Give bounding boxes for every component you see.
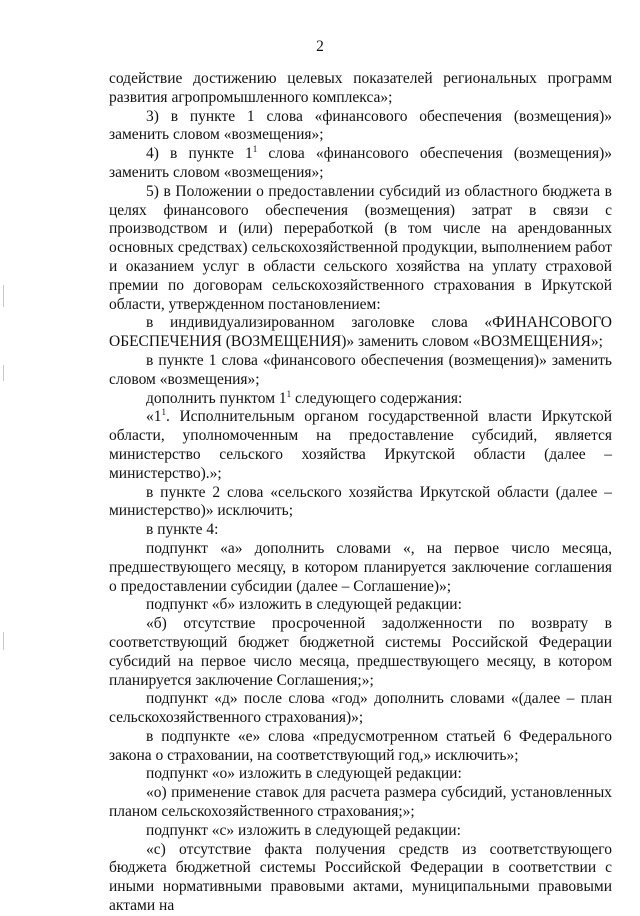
- paragraph: в пункте 1 слова «финансового обеспечения (возмещения)» заменить словом «возмещения»;: [109, 351, 612, 388]
- superscript: 1: [252, 144, 258, 155]
- paragraph: подпункт «а» дополнить словами «, на первое число месяца, предшествующего месяцу, в котором планируется заключение соглашения о предоставлении субсидии (далее – Соглашение)»;: [109, 539, 612, 595]
- paragraph: подпункт «с» изложить в следующей редакции:: [146, 821, 461, 839]
- paragraph: в индивидуализированном заголовке слова «ФИНАНСОВОГО ОБЕСПЕЧЕНИЯ (ВОЗМЕЩЕНИЯ)» заменить словом «ВОЗМЕЩЕНИЯ»;: [109, 314, 612, 351]
- paragraph: «с) отсутствие факта получения средств из соответствующего бюджета бюджетной системы Российской Федерации в соответствии с иными нормативными правовыми актами, муниципальными правовыми актами на: [109, 840, 612, 915]
- text-span: 4) в пункте 1: [146, 145, 253, 163]
- page-number: 2: [316, 38, 324, 55]
- paragraph: «б) отсутствие просроченной задолженности по возврату в соответствующий бюджет бюджетной системы Российской Федерации субсидий на первое число месяца, предшествующего месяцу, в котором планируется заключение Соглашения;»;: [109, 615, 612, 689]
- scan-artifact: [3, 632, 4, 650]
- superscript: 1: [161, 407, 166, 418]
- paragraph: [109, 390, 612, 409]
- text-span: дополнить пунктом 1: [146, 389, 287, 407]
- superscript: 1: [286, 388, 292, 399]
- paragraph: содействие достижению целевых показателей региональных программ развития агропромышленного комплекса»;: [109, 70, 612, 106]
- paragraph: подпункт «б» изложить в следующей редакции:: [146, 596, 462, 614]
- paragraph: [109, 408, 612, 483]
- paragraph: в подпункте «е» слова «предусмотренном статьей 6 Федерального закона о страховании, на соответствующий год,» исключить»;: [109, 727, 612, 764]
- paragraph: 5) в Положении о предоставлении субсидий из областного бюджета в целях финансового обеспечения (возмещения) затрат в связи с производством и (или) переработкой (в том числе на арендованных основных средствах) сельскохозяйственной продукции, выполнением работ и оказанием услуг в области сельского хозяйства на уплату страховой премии по договорам сельскохозяйственного страхования в Иркутской области, утвержденном постановлением:: [109, 182, 612, 313]
- paragraph: «о) применение ставок для расчета размера субсидий, установленных планом сельскохозяйственного страхования;»;: [109, 784, 612, 821]
- scan-artifact: [3, 365, 4, 381]
- paragraph: в пункте 4:: [146, 521, 219, 539]
- scan-artifact: [3, 285, 4, 307]
- paragraph: подпункт «о» изложить в следующей редакции:: [146, 765, 462, 783]
- document-body: [109, 70, 612, 916]
- text-span: . Исполнительным органом государственной власти Иркутской области, уполномоченным на предоставление субсидий, является министерство сельского хозяйства Иркутской области (далее – министерство).»;: [109, 408, 612, 482]
- paragraph: в пункте 2 слова «сельского хозяйства Иркутской области (далее – министерство)» исключить;: [109, 483, 612, 520]
- text-span: слова «финансового обеспечения (возмещения)» заменить словом «возмещения»;: [109, 145, 612, 181]
- text-span: «1: [146, 408, 162, 426]
- paragraph: 3) в пункте 1 слова «финансового обеспечения (возмещения)» заменить словом «возмещения»;: [109, 107, 612, 144]
- paragraph: подпункт «д» после слова «год» дополнить словами «(далее – план сельскохозяйственного страхования)»;: [109, 690, 612, 727]
- paragraph: [109, 145, 612, 183]
- text-span: следующего содержания:: [291, 389, 463, 407]
